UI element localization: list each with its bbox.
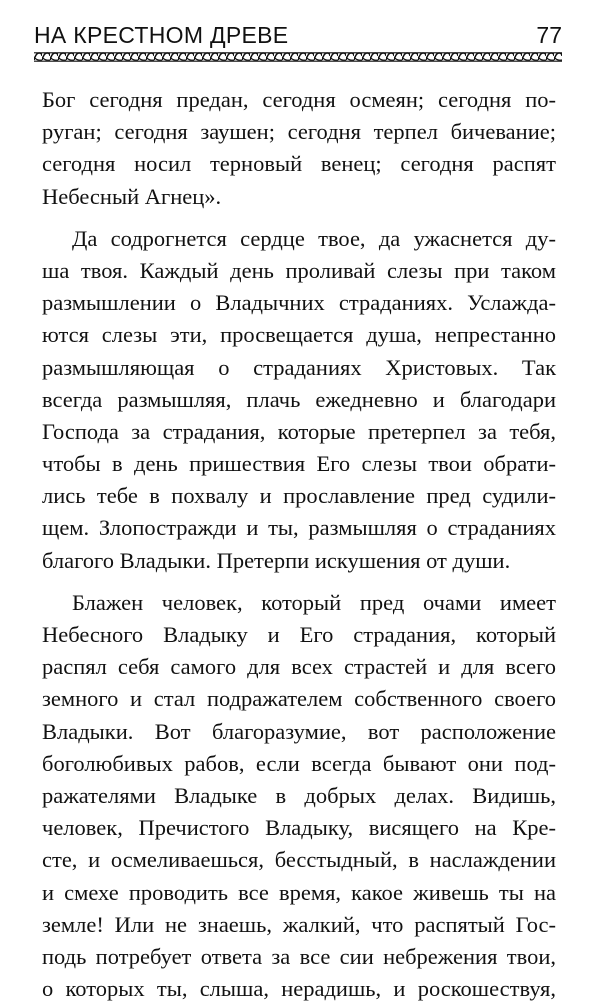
text-line: земного и стал подражателем собственного своего xyxy=(42,686,556,712)
text-line: Да содрогнется сердце твое, да ужаснется ду- xyxy=(72,225,556,251)
text-line: щем. Злопостражди и ты, размышляя о страданиях xyxy=(42,515,556,541)
text-line: Небесного Владыку и Его страдания, который xyxy=(42,622,556,647)
paragraph xyxy=(42,223,556,577)
decorative-rope-rule xyxy=(34,52,562,62)
text-line: руган; сегодня заушен; сегодня терпел бичевание; xyxy=(42,119,556,145)
text-line: чтобы в день пришествия Его слезы твои обрати- xyxy=(42,451,556,477)
body-text xyxy=(42,84,556,1005)
text-line: Небесный Агнец». xyxy=(42,183,222,209)
text-line: сегодня носил терновый венец; сегодня распят xyxy=(42,151,556,177)
text-line: всегда размышляя, плачь ежедневно и благодари xyxy=(42,386,556,412)
running-head: НА КРЕСТНОМ ДРЕВЕ xyxy=(34,22,289,48)
text-line: боголюбивых рабов, если всегда бывают они под- xyxy=(42,750,556,776)
text-line: ша твоя. Каждый день проливай слезы при таком xyxy=(42,257,556,283)
text-line: лись тебе в похвалу и прославление пред судили- xyxy=(42,483,556,509)
text-line: Господа за страдания, которые претерпел за тебя, xyxy=(42,418,556,444)
page-number: 77 xyxy=(536,22,562,48)
paragraph xyxy=(42,84,556,213)
text-line: распял себя самого для всех страстей и для всего xyxy=(42,654,556,680)
text-line: Владыки. Вот благоразумие, вот расположение xyxy=(42,718,556,744)
text-line: земле! Или не знаешь, жалкий, что распятый Гос- xyxy=(42,911,556,937)
text-line: Блажен человек, который пред очами имеет xyxy=(72,589,556,615)
text-line: ются слезы эти, просвещается душа, непрестанно xyxy=(42,322,556,348)
text-line: ражателями Владыке в добрых делах. Видишь, xyxy=(42,782,556,808)
text-line: размышляющая о страданиях Христовых. Так xyxy=(42,354,556,380)
text-line: подь потребует ответа за все сии небрежения твои, xyxy=(42,943,556,969)
page-header xyxy=(34,12,562,52)
text-line: о которых ты, слыша, нерадишь, и роскошествуя, xyxy=(42,976,556,1002)
text-line: сте, и осмеливаешься, бесстыдный, в наслаждении xyxy=(42,847,556,873)
rope-border-icon xyxy=(34,52,562,62)
text-line: благого Владыки. Претерпи искушения от души. xyxy=(42,547,511,573)
text-line: и смехе проводить все время, какое живешь ты на xyxy=(42,879,556,905)
text-line: Бог сегодня предан, сегодня осмеян; сегодня по- xyxy=(42,87,556,112)
text-line: человек, Пречистого Владыку, висящего на Кре- xyxy=(42,815,556,841)
text-line: размышлении о Владычних страданиях. Услажда- xyxy=(42,290,556,316)
paragraph xyxy=(42,587,556,1005)
